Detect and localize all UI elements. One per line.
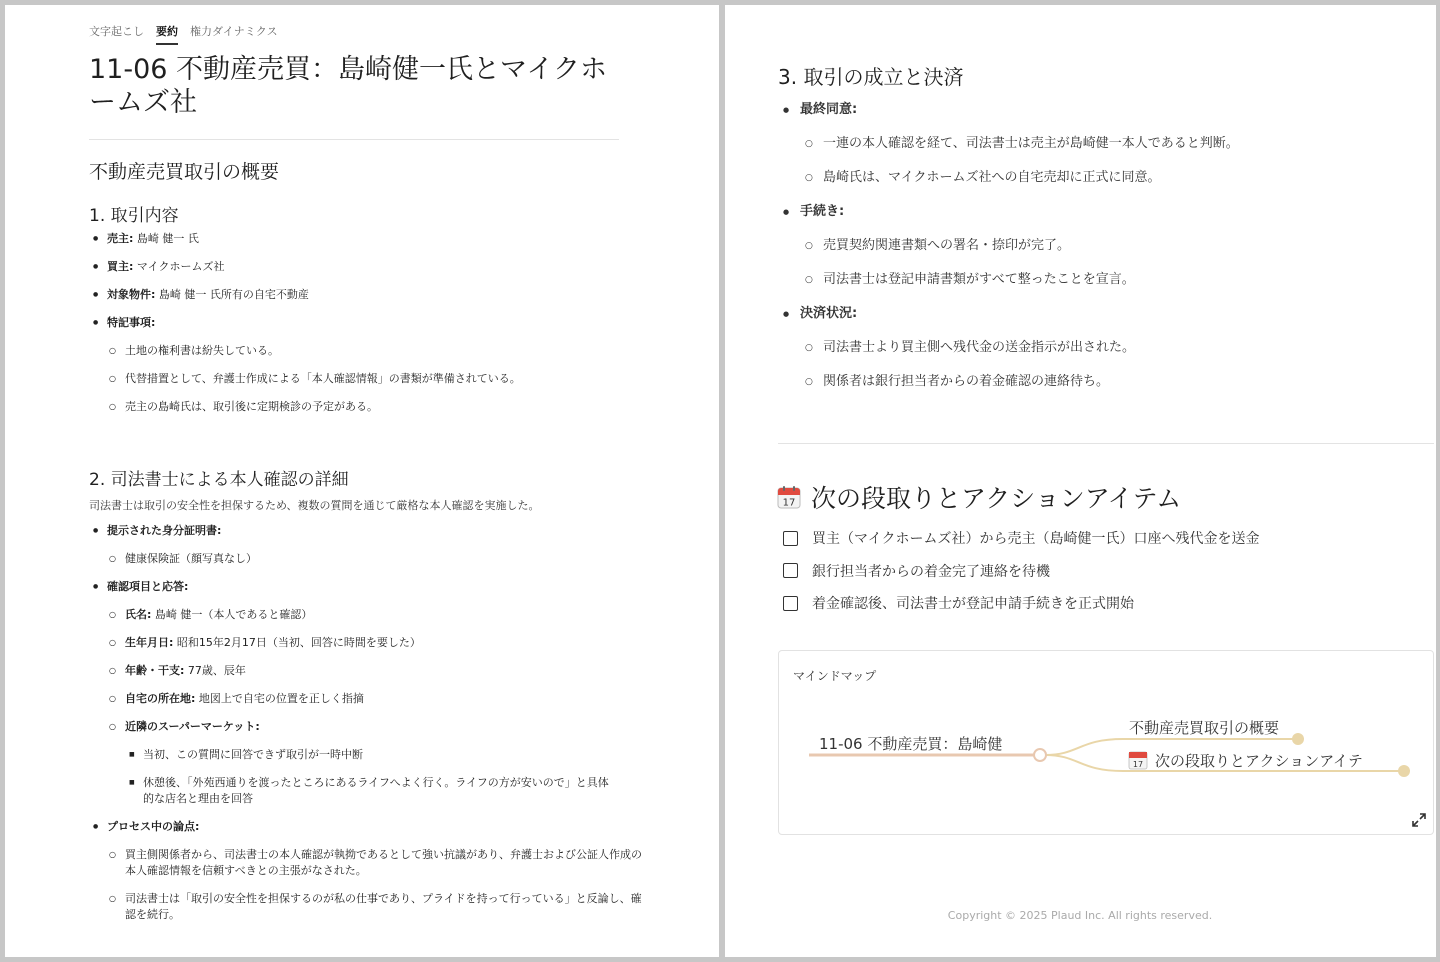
list-subitem: ○ 関係者は銀行担当者からの着金確認の連絡待ち。 — [781, 373, 1401, 391]
mindmap-card[interactable] — [778, 650, 1434, 835]
list-subitem: ○ 買主側関係者から、司法書士の本人確認が執拗であるとして強い抗議があり、弁護士および公証人作成の本人確認情報を信頼すべきとの主張がなされた。 — [91, 847, 651, 879]
action-items — [783, 527, 1259, 625]
task-checkbox[interactable] — [783, 531, 798, 546]
list-item: ● 確認項目と応答: — [91, 579, 651, 595]
task-item — [783, 560, 1259, 582]
next-steps-title: 次の段取りとアクションアイテム — [811, 484, 1182, 513]
task-checkbox[interactable] — [783, 563, 798, 578]
mindmap-root-text: 11-06 不動産売買：島崎健 — [819, 735, 1003, 753]
copyright-footer: Copyright © 2025 Plaud Inc. All rights reserved. — [947, 909, 1213, 922]
svg-text:17: 17 — [782, 497, 796, 509]
section1-heading: 1. 取引内容 — [89, 206, 179, 226]
summary-panel — [5, 5, 719, 957]
list-subitem: ○ 一連の本人確認を経て、司法書士は売主が島崎健一本人であると判断。 — [781, 135, 1401, 153]
mindmap-child-node — [1292, 733, 1304, 745]
section3-list — [781, 101, 1401, 407]
list-subsubitem: ■ 当初、この質問に回答できず取引が一時中断 — [91, 747, 651, 763]
list-subitem: ○ 近隣のスーパーマーケット: — [91, 719, 651, 735]
list-subitem: ○ 健康保険証（顔写真なし） — [91, 551, 651, 567]
section2-list — [91, 523, 651, 935]
section2-intro: 司法書士は取引の安全性を担保するため、複数の質問を通じて厳格な本人確認を実施した。 — [89, 499, 540, 512]
list-subitem: ○ 売主の島崎氏は、取引後に定期検診の予定がある。 — [91, 399, 651, 415]
task-label: 着金確認後、司法書士が登記申請手続きを正式開始 — [812, 596, 1134, 612]
list-subitem: ○ 生年月日: 昭和15年2月17日（当初、回答に時間を要した） — [91, 635, 651, 651]
list-subitem: ○ 司法書士より買主側へ残代金の送金指示が出された。 — [781, 339, 1401, 357]
calendar-icon — [777, 485, 801, 509]
list-subitem: ○ 土地の権利書は紛失している。 — [91, 343, 651, 359]
task-item — [783, 527, 1259, 549]
list-item: ● 決済状況: — [781, 305, 1401, 323]
mindmap-child-text: 不動産売買取引の概要 — [1129, 719, 1280, 737]
mindmap-label: マインドマップ — [793, 669, 877, 683]
list-subitem: ○ 島崎氏は、マイクホームズ社への自宅売却に正式に同意。 — [781, 169, 1401, 187]
task-checkbox[interactable] — [783, 596, 798, 611]
divider — [89, 139, 619, 140]
next-steps-heading — [777, 479, 1181, 515]
list-subitem: ○ 司法書士は登記申請書類がすべて整ったことを宣言。 — [781, 271, 1401, 289]
list-item: ● 最終同意: — [781, 101, 1401, 119]
list-item: ● 提示された身分証明書: — [91, 523, 651, 539]
mindmap-child-text: 次の段取りとアクションアイテ — [1155, 752, 1363, 770]
list-item: ● 売主: 島崎 健一 氏 — [91, 231, 651, 247]
overview-heading: 不動産売買取引の概要 — [89, 161, 280, 183]
tab-transcript[interactable]: 文字起こし — [89, 25, 144, 38]
divider — [778, 443, 1434, 444]
section2-heading: 2. 司法書士による本人確認の詳細 — [89, 470, 349, 490]
list-subitem: ○ 司法書士は「取引の安全性を担保するのが私の仕事であり、プライドを持って行っている」と反論し、確認を続行。 — [91, 891, 651, 923]
list-item: ● 対象物件: 島崎 健一 氏所有の自宅不動産 — [91, 287, 651, 303]
mindmap-root-node — [1034, 749, 1046, 761]
calendar-icon — [1129, 752, 1147, 769]
mindmap-canvas[interactable] — [779, 651, 1433, 834]
list-item: ● プロセス中の論点: — [91, 819, 651, 835]
list-subitem: ○ 年齢・干支: 77歳、辰年 — [91, 663, 651, 679]
view-tabs — [89, 23, 278, 45]
page-title: 11-06 不動産売買：島崎健一氏とマイクホームズ社 — [89, 54, 607, 118]
task-label: 銀行担当者からの着金完了連絡を待機 — [812, 563, 1050, 580]
mindmap-child-node — [1398, 765, 1410, 777]
list-item: ● 手続き: — [781, 203, 1401, 221]
tab-power-dynamics[interactable]: 権力ダイナミクス — [190, 25, 278, 38]
expand-icon[interactable] — [1411, 812, 1427, 828]
section1-list — [91, 231, 651, 427]
list-subitem: ○ 代替措置として、弁護士作成による「本人確認情報」の書類が準備されている。 — [91, 371, 651, 387]
list-subsubitem: ■ 休憩後、「外苑西通りを渡ったところにあるライフへよく行く。ライフの方が安いので」と具体的な店名と理由を回答 — [91, 775, 651, 807]
list-subitem: ○ 売買契約関連書類への署名・捺印が完了。 — [781, 237, 1401, 255]
section3-heading: 3. 取引の成立と決済 — [778, 65, 964, 89]
svg-text:17: 17 — [1132, 760, 1144, 769]
list-subitem: ○ 氏名: 島崎 健一（本人であると確認） — [91, 607, 651, 623]
tab-summary[interactable]: 要約 — [156, 23, 178, 45]
list-subitem: ○ 自宅の所在地: 地図上で自宅の位置を正しく指摘 — [91, 691, 651, 707]
list-item: ● 買主: マイクホームズ社 — [91, 259, 651, 275]
task-label: 買主（マイクホームズ社）から売主（島崎健一氏）口座へ残代金を送金 — [812, 531, 1260, 547]
task-item — [783, 592, 1259, 614]
summary-panel-continued — [725, 5, 1436, 957]
list-item: ● 特記事項: — [91, 315, 651, 331]
